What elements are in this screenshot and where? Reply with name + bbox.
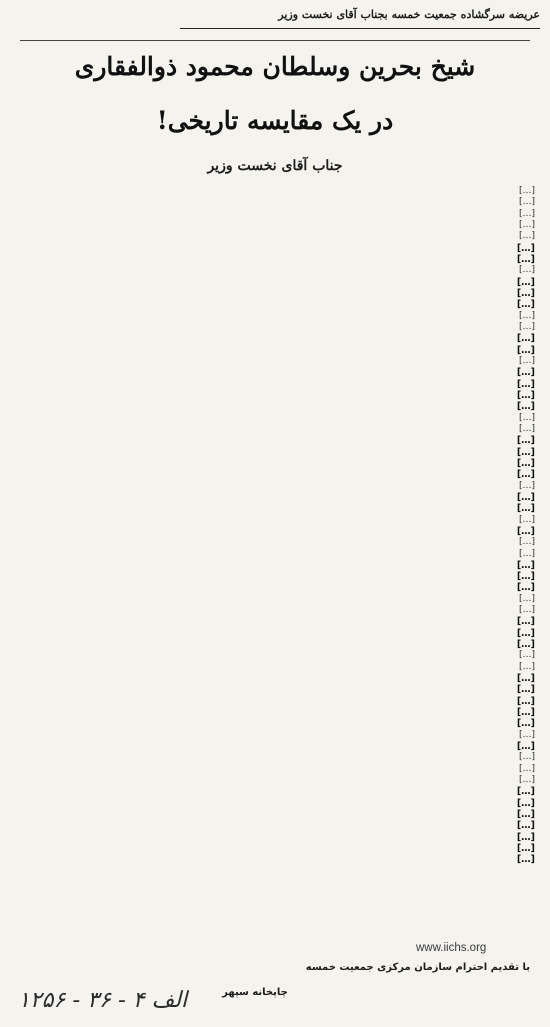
body-line: […]: [518, 321, 535, 332]
body-line: […]: [516, 287, 535, 299]
body-line: […]: [516, 469, 535, 481]
body-line: […]: [516, 707, 535, 719]
body-line: […]: [516, 378, 535, 390]
body-line: […]: [518, 219, 535, 230]
body-line: […]: [516, 333, 535, 345]
body-line: […]: [516, 820, 535, 832]
body-line: […]: [516, 843, 535, 855]
body-line: […]: [516, 695, 535, 707]
body-line: […]: [516, 491, 535, 503]
body-line: […]: [516, 741, 535, 753]
body-line: […]: [516, 253, 535, 265]
body-line: […]: [518, 412, 535, 423]
body-line: […]: [518, 775, 535, 786]
top-banner: عریضه سرگشاده جمعیت خمسه بجناب آقای نخست وزیر: [180, 8, 540, 29]
body-line: […]: [516, 401, 535, 413]
body-line: […]: [516, 457, 535, 469]
body-line: […]: [516, 786, 535, 798]
headline-line-2: در یک مقایسه تاریخی!: [156, 106, 394, 135]
body-line: […]: [518, 661, 535, 672]
body-line: […]: [518, 310, 535, 321]
body-line: […]: [518, 265, 535, 276]
body-line: […]: [518, 650, 535, 661]
body-line: […]: [516, 831, 535, 843]
body-line: […]: [518, 548, 535, 559]
body-line: […]: [516, 276, 535, 288]
body-line: […]: [518, 537, 535, 548]
body-line: […]: [516, 616, 535, 628]
body-line: […]: [518, 514, 535, 525]
body-line: […]: [518, 729, 535, 740]
body-line: […]: [518, 752, 535, 763]
body-line: […]: [516, 344, 535, 356]
body-line: […]: [516, 809, 535, 821]
body-line: […]: [516, 639, 535, 651]
body-line: […]: [518, 423, 535, 434]
printer-name: چاپخانه سپهر: [222, 987, 288, 998]
body-line: […]: [518, 763, 535, 774]
divider: [20, 40, 530, 41]
body-line: […]: [518, 480, 535, 491]
body-line: […]: [516, 446, 535, 458]
watermark: www.iichs.org: [416, 942, 487, 954]
body-line: […]: [518, 186, 535, 196]
closing-signature: با تقدیم احترام سازمان مرکزی جمعیت خمسه: [305, 962, 530, 973]
address-line: جناب آقای نخست وزیر: [207, 158, 343, 174]
body-line: […]: [516, 673, 535, 685]
body-line: […]: [516, 718, 535, 730]
body-line: […]: [516, 503, 535, 515]
body-line: […]: [518, 605, 535, 616]
body-line: […]: [516, 627, 535, 639]
body-line: […]: [516, 242, 535, 254]
body-line: […]: [516, 559, 535, 571]
body-line: […]: [518, 208, 535, 219]
body-line: […]: [516, 299, 535, 311]
body-line: […]: [516, 571, 535, 583]
body-line: […]: [516, 435, 535, 447]
body-line: […]: [516, 797, 535, 809]
body-text: [15, 186, 535, 874]
headline-line-1: شیخ بحرین وسلطان محمود ذوالفقاری: [74, 52, 476, 81]
body-line: […]: [516, 854, 535, 866]
handwritten-archive-number: ۱۲۵۶ - ۳۶ - ۴ الف: [18, 988, 188, 1013]
body-line: […]: [516, 525, 535, 537]
body-line: […]: [518, 593, 535, 604]
body-line: […]: [518, 197, 535, 208]
body-line: […]: [516, 582, 535, 594]
body-line: […]: [518, 355, 535, 366]
body-line: […]: [518, 231, 535, 242]
body-line: […]: [516, 367, 535, 379]
body-line: […]: [516, 684, 535, 696]
body-line: […]: [516, 389, 535, 401]
